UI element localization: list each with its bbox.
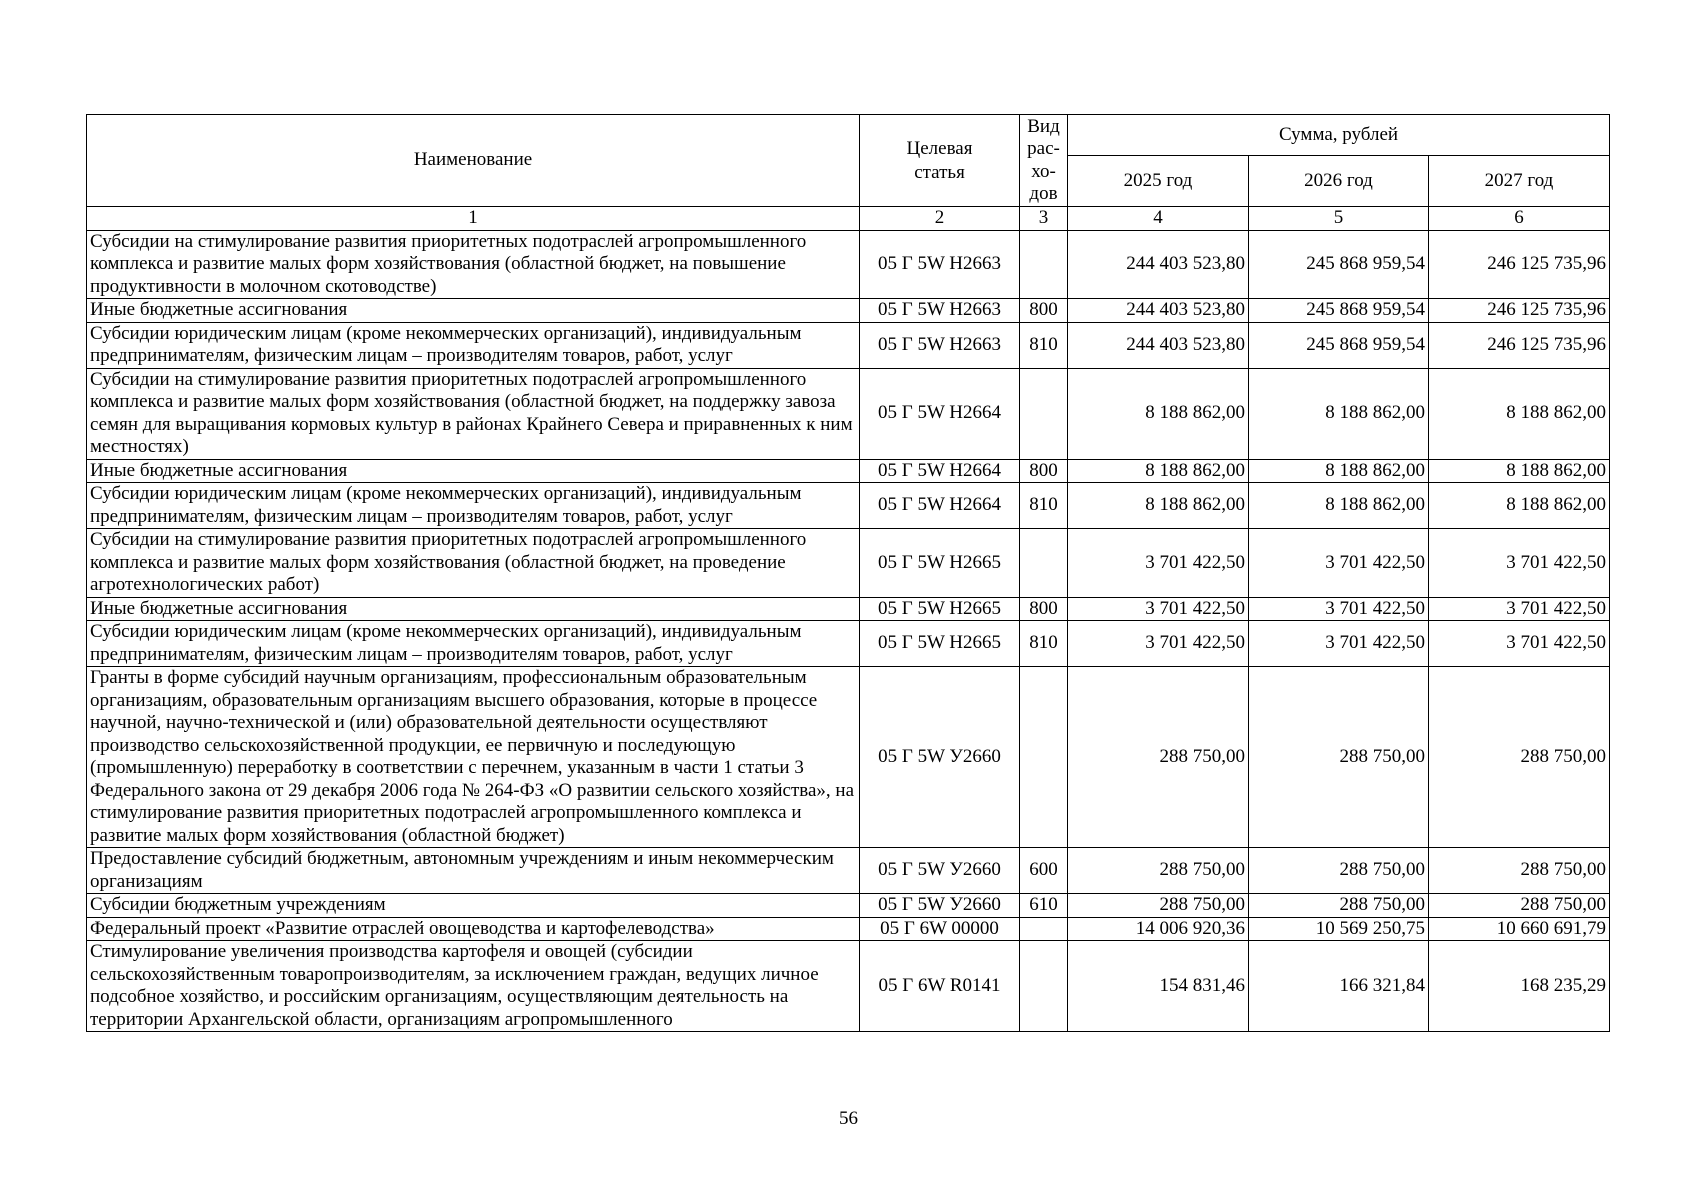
header-expense-kind-line2: рас- bbox=[1027, 138, 1060, 159]
row-amount-2026: 3 701 422,50 bbox=[1249, 529, 1429, 598]
table-row bbox=[87, 299, 1610, 323]
table-row bbox=[87, 941, 1610, 1032]
header-expense-kind bbox=[1020, 115, 1068, 207]
column-number-6: 6 bbox=[1429, 207, 1610, 231]
table-row bbox=[87, 529, 1610, 598]
page-number: 56 bbox=[839, 1108, 858, 1129]
row-expense-kind bbox=[1020, 368, 1068, 459]
table-row bbox=[87, 848, 1610, 894]
row-name: Субсидии на стимулирование развития приоритетных подотраслей агропромышленного комплекса и развитие малых форм хозяйствования (областной бюджет, на повышение продуктивности в молочном скотоводстве) bbox=[87, 230, 860, 299]
row-name: Субсидии юридическим лицам (кроме некоммерческих организаций), индивидуальным предпринимателям, физическим лицам – производителям товаров, работ, услуг bbox=[87, 621, 860, 667]
row-code: 05 Г 5W Н2664 bbox=[860, 483, 1020, 529]
column-number-1: 1 bbox=[87, 207, 860, 231]
row-amount-2026: 288 750,00 bbox=[1249, 667, 1429, 848]
row-expense-kind bbox=[1020, 941, 1068, 1032]
row-amount-2027: 246 125 735,96 bbox=[1429, 230, 1610, 299]
table-row bbox=[87, 597, 1610, 621]
row-code: 05 Г 5W Н2663 bbox=[860, 299, 1020, 323]
row-amount-2026: 288 750,00 bbox=[1249, 848, 1429, 894]
row-name: Субсидии юридическим лицам (кроме некоммерческих организаций), индивидуальным предпринимателям, физическим лицам – производителям товаров, работ, услуг bbox=[87, 483, 860, 529]
table-row bbox=[87, 230, 1610, 299]
column-number-4: 4 bbox=[1068, 207, 1249, 231]
row-code: 05 Г 5W Н2665 bbox=[860, 529, 1020, 598]
row-amount-2025: 8 188 862,00 bbox=[1068, 459, 1249, 483]
table-row bbox=[87, 894, 1610, 918]
table-row bbox=[87, 917, 1610, 941]
table-row bbox=[87, 459, 1610, 483]
header-expense-kind-line3: хо- bbox=[1031, 160, 1056, 182]
row-expense-kind: 600 bbox=[1020, 848, 1068, 894]
row-name: Стимулирование увеличения производства картофеля и овощей (субсидии сельскохозяйственным товаропроизводителям, за исключением граждан, ведущих личное подсобное хозяйство, и российским организациям, осуществляющим деятельность на территории Архангельской области, организациям агропромышленного bbox=[87, 941, 860, 1032]
row-amount-2027: 288 750,00 bbox=[1429, 894, 1610, 918]
row-expense-kind bbox=[1020, 529, 1068, 598]
row-code: 05 Г 5W Н2664 bbox=[860, 459, 1020, 483]
header-year-2025: 2025 год bbox=[1068, 156, 1249, 207]
row-name: Гранты в форме субсидий научным организациям, профессиональным образовательным организациям, образовательным организациям высшего образования, которые в процессе научной, научно-технической и (или) образовательной деятельности осуществляют производство сельскохозяйственной продукции, ее первичную и последующую (промышленную) переработку в соответствии с перечнем, указанным в части 1 статьи 3 Федерального закона от 29 декабря 2006 года № 264-ФЗ «О развитии сельского хозяйства», на стимулирование развития приоритетных подотраслей агропромышленного комплекса и развитие малых форм хозяйствования (областной бюджет) bbox=[87, 667, 860, 848]
row-expense-kind: 810 bbox=[1020, 322, 1068, 368]
table-row bbox=[87, 483, 1610, 529]
header-year-2026: 2026 год bbox=[1249, 156, 1429, 207]
row-amount-2025: 244 403 523,80 bbox=[1068, 322, 1249, 368]
row-amount-2026: 10 569 250,75 bbox=[1249, 917, 1429, 941]
row-amount-2027: 288 750,00 bbox=[1429, 667, 1610, 848]
row-amount-2026: 288 750,00 bbox=[1249, 894, 1429, 918]
row-amount-2026: 8 188 862,00 bbox=[1249, 483, 1429, 529]
header-target-article-line2: статья bbox=[914, 161, 965, 183]
row-amount-2025: 8 188 862,00 bbox=[1068, 483, 1249, 529]
row-expense-kind bbox=[1020, 667, 1068, 848]
row-name: Субсидии на стимулирование развития приоритетных подотраслей агропромышленного комплекса и развитие малых форм хозяйствования (областной бюджет, на проведение агротехнологических работ) bbox=[87, 529, 860, 598]
row-amount-2025: 288 750,00 bbox=[1068, 848, 1249, 894]
row-code: 05 Г 6W 00000 bbox=[860, 917, 1020, 941]
row-amount-2026: 8 188 862,00 bbox=[1249, 368, 1429, 459]
row-amount-2025: 3 701 422,50 bbox=[1068, 529, 1249, 598]
row-name: Иные бюджетные ассигнования bbox=[87, 459, 860, 483]
table-row bbox=[87, 322, 1610, 368]
row-amount-2025: 288 750,00 bbox=[1068, 667, 1249, 848]
row-amount-2027: 3 701 422,50 bbox=[1429, 597, 1610, 621]
row-name: Субсидии бюджетным учреждениям bbox=[87, 894, 860, 918]
row-amount-2025: 8 188 862,00 bbox=[1068, 368, 1249, 459]
row-code: 05 Г 6W R0141 bbox=[860, 941, 1020, 1032]
row-expense-kind: 800 bbox=[1020, 597, 1068, 621]
column-number-5: 5 bbox=[1249, 207, 1429, 231]
row-amount-2027: 8 188 862,00 bbox=[1429, 483, 1610, 529]
row-amount-2025: 244 403 523,80 bbox=[1068, 299, 1249, 323]
row-amount-2025: 3 701 422,50 bbox=[1068, 597, 1249, 621]
row-expense-kind: 800 bbox=[1020, 299, 1068, 323]
row-name: Иные бюджетные ассигнования bbox=[87, 299, 860, 323]
header-expense-kind-line1: Вид bbox=[1027, 115, 1060, 137]
row-amount-2025: 14 006 920,36 bbox=[1068, 917, 1249, 941]
row-amount-2027: 3 701 422,50 bbox=[1429, 529, 1610, 598]
row-amount-2026: 245 868 959,54 bbox=[1249, 230, 1429, 299]
row-amount-2025: 244 403 523,80 bbox=[1068, 230, 1249, 299]
row-expense-kind: 810 bbox=[1020, 621, 1068, 667]
row-expense-kind bbox=[1020, 230, 1068, 299]
row-amount-2026: 245 868 959,54 bbox=[1249, 299, 1429, 323]
header-expense-kind-line4: дов bbox=[1029, 183, 1058, 204]
header-target-article bbox=[860, 115, 1020, 207]
row-amount-2027: 246 125 735,96 bbox=[1429, 299, 1610, 323]
header-name: Наименование bbox=[87, 115, 860, 207]
row-amount-2026: 3 701 422,50 bbox=[1249, 597, 1429, 621]
row-amount-2025: 3 701 422,50 bbox=[1068, 621, 1249, 667]
row-amount-2026: 166 321,84 bbox=[1249, 941, 1429, 1032]
row-amount-2027: 288 750,00 bbox=[1429, 848, 1610, 894]
row-expense-kind bbox=[1020, 917, 1068, 941]
row-code: 05 Г 5W У2660 bbox=[860, 667, 1020, 848]
header-year-2027: 2027 год bbox=[1429, 156, 1610, 207]
column-number-3: 3 bbox=[1020, 207, 1068, 231]
row-amount-2027: 168 235,29 bbox=[1429, 941, 1610, 1032]
row-name: Субсидии на стимулирование развития приоритетных подотраслей агропромышленного комплекса и развитие малых форм хозяйствования (областной бюджет, на поддержку завоза семян для выращивания кормовых культур в районах Крайнего Севера и приравненных к ним местностях) bbox=[87, 368, 860, 459]
row-amount-2027: 8 188 862,00 bbox=[1429, 368, 1610, 459]
row-expense-kind: 810 bbox=[1020, 483, 1068, 529]
row-code: 05 Г 5W Н2663 bbox=[860, 322, 1020, 368]
row-amount-2027: 246 125 735,96 bbox=[1429, 322, 1610, 368]
row-amount-2027: 10 660 691,79 bbox=[1429, 917, 1610, 941]
row-code: 05 Г 5W Н2665 bbox=[860, 597, 1020, 621]
table-row bbox=[87, 667, 1610, 848]
budget-table bbox=[86, 114, 1610, 1032]
row-code: 05 Г 5W Н2663 bbox=[860, 230, 1020, 299]
row-amount-2027: 8 188 862,00 bbox=[1429, 459, 1610, 483]
row-amount-2027: 3 701 422,50 bbox=[1429, 621, 1610, 667]
table-row bbox=[87, 368, 1610, 459]
column-number-2: 2 bbox=[860, 207, 1020, 231]
row-code: 05 Г 5W Н2665 bbox=[860, 621, 1020, 667]
header-target-article-line1: Целевая bbox=[906, 137, 973, 159]
row-expense-kind: 800 bbox=[1020, 459, 1068, 483]
row-amount-2026: 245 868 959,54 bbox=[1249, 322, 1429, 368]
row-amount-2025: 154 831,46 bbox=[1068, 941, 1249, 1032]
row-amount-2026: 8 188 862,00 bbox=[1249, 459, 1429, 483]
row-amount-2026: 3 701 422,50 bbox=[1249, 621, 1429, 667]
row-name: Предоставление субсидий бюджетным, автономным учреждениям и иным некоммерческим организациям bbox=[87, 848, 860, 894]
row-name: Иные бюджетные ассигнования bbox=[87, 597, 860, 621]
row-code: 05 Г 5W У2660 bbox=[860, 848, 1020, 894]
row-code: 05 Г 5W Н2664 bbox=[860, 368, 1020, 459]
row-code: 05 Г 5W У2660 bbox=[860, 894, 1020, 918]
table-row bbox=[87, 621, 1610, 667]
row-amount-2025: 288 750,00 bbox=[1068, 894, 1249, 918]
row-expense-kind: 610 bbox=[1020, 894, 1068, 918]
row-name: Субсидии юридическим лицам (кроме некоммерческих организаций), индивидуальным предпринимателям, физическим лицам – производителям товаров, работ, услуг bbox=[87, 322, 860, 368]
row-name: Федеральный проект «Развитие отраслей овощеводства и картофелеводства» bbox=[87, 917, 860, 941]
header-sum: Сумма, рублей bbox=[1068, 115, 1610, 156]
